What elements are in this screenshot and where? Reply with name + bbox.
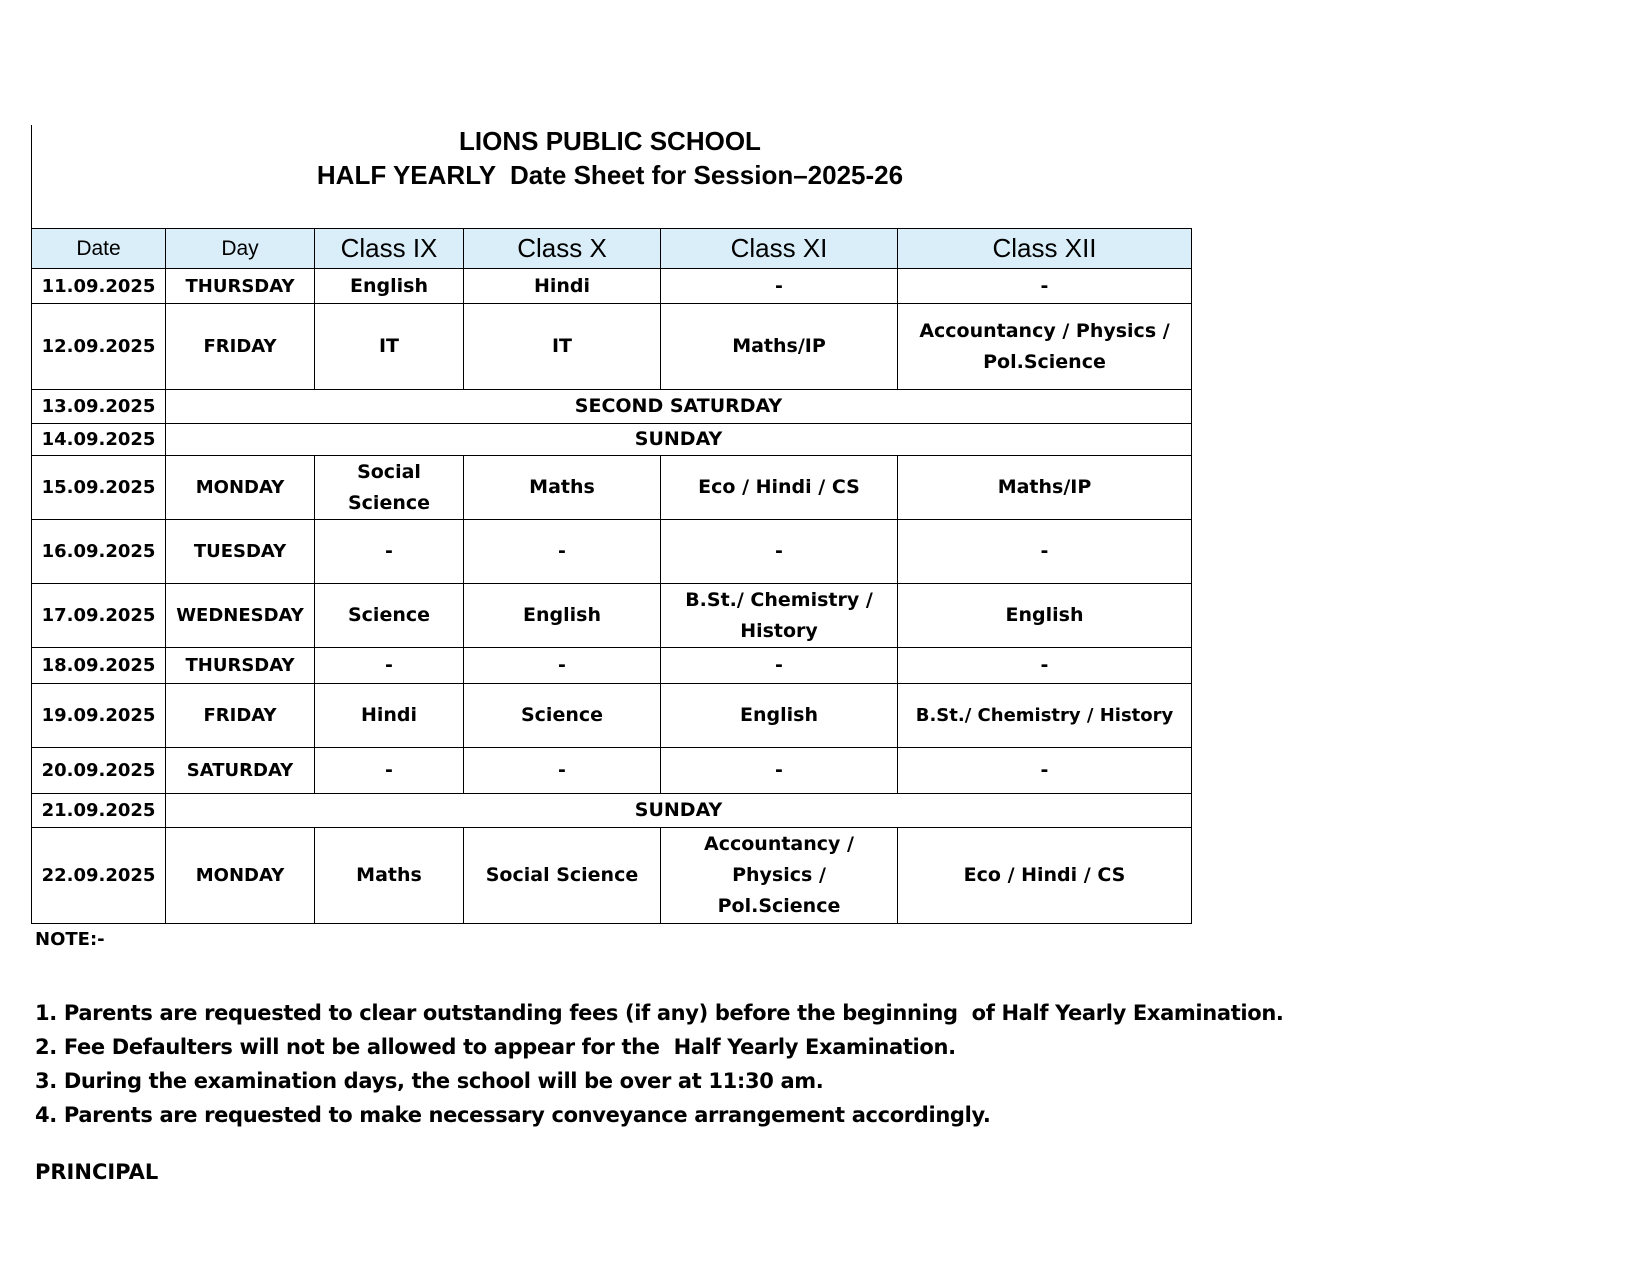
holiday-cell: SUNDAY — [166, 424, 1192, 456]
notes-list — [35, 996, 1284, 1132]
subject-cell: Maths/IP — [661, 304, 898, 390]
note-item: 2. Fee Defaulters will not be allowed to appear for the Half Yearly Examination. — [35, 1035, 956, 1059]
date-cell: 17.09.2025 — [32, 584, 166, 648]
subject-cell: Maths/IP — [898, 456, 1192, 520]
subject-cell: - — [661, 269, 898, 304]
subject-cell: - — [315, 520, 464, 584]
holiday-cell: SECOND SATURDAY — [166, 390, 1192, 424]
page-title: HALF YEARLY Date Sheet for Session–2025-26 — [316, 160, 904, 190]
column-header-class-ix: Class IX — [315, 229, 464, 269]
day-cell: FRIDAY — [166, 304, 315, 390]
subject-cell: Eco / Hindi / CS — [661, 456, 898, 520]
subject-cell: B.St./ Chemistry / History — [898, 684, 1192, 748]
date-cell: 20.09.2025 — [32, 748, 166, 794]
column-header-class-xi: Class XI — [661, 229, 898, 269]
column-header-class-xii: Class XII — [898, 229, 1192, 269]
day-cell: THURSDAY — [166, 648, 315, 684]
day-cell: FRIDAY — [166, 684, 315, 748]
column-header-day: Day — [166, 229, 315, 269]
table-row — [32, 648, 1192, 684]
subject-cell: - — [661, 648, 898, 684]
subject-cell: - — [315, 648, 464, 684]
table-row — [32, 584, 1192, 648]
subject-cell: Hindi — [315, 684, 464, 748]
day-cell: TUESDAY — [166, 520, 315, 584]
subject-cell: Maths — [315, 828, 464, 924]
day-cell: THURSDAY — [166, 269, 315, 304]
school-name: LIONS PUBLIC SCHOOL — [459, 126, 761, 156]
table-row — [32, 424, 1192, 456]
table-row — [32, 456, 1192, 520]
subject-cell: Science — [315, 584, 464, 648]
date-cell: 16.09.2025 — [32, 520, 166, 584]
table-header-row — [32, 229, 1192, 269]
subject-cell: - — [661, 748, 898, 794]
subject-cell: - — [661, 520, 898, 584]
column-header-date: Date — [32, 229, 166, 269]
date-cell: 21.09.2025 — [32, 794, 166, 828]
subject-cell: English — [464, 584, 661, 648]
subject-cell: B.St./ Chemistry / History — [661, 584, 898, 648]
subject-cell: - — [898, 269, 1192, 304]
day-cell: SATURDAY — [166, 748, 315, 794]
subject-cell: - — [315, 748, 464, 794]
date-cell: 14.09.2025 — [32, 424, 166, 456]
column-header-class-x: Class X — [464, 229, 661, 269]
subject-cell: - — [464, 648, 661, 684]
subject-cell: - — [464, 520, 661, 584]
subject-cell: English — [898, 584, 1192, 648]
holiday-cell: SUNDAY — [166, 794, 1192, 828]
table-row — [32, 794, 1192, 828]
subject-cell: Maths — [464, 456, 661, 520]
date-cell: 13.09.2025 — [32, 390, 166, 424]
table-row — [32, 748, 1192, 794]
day-cell: MONDAY — [166, 456, 315, 520]
note-item: 3. During the examination days, the school will be over at 11:30 am. — [35, 1069, 824, 1093]
note-label: NOTE:- — [35, 929, 105, 950]
subject-cell: Accountancy / Physics / Pol.Science — [661, 828, 898, 924]
subject-cell: Social Science — [315, 456, 464, 520]
subject-cell: Social Science — [464, 828, 661, 924]
subject-cell: English — [315, 269, 464, 304]
subject-cell: IT — [315, 304, 464, 390]
date-cell: 15.09.2025 — [32, 456, 166, 520]
subject-cell: Eco / Hindi / CS — [898, 828, 1192, 924]
note-item: 1. Parents are requested to clear outstanding fees (if any) before the beginning of Half Yearly Examination. — [35, 1001, 1284, 1025]
subject-cell: Accountancy / Physics / Pol.Science — [898, 304, 1192, 390]
date-cell: 19.09.2025 — [32, 684, 166, 748]
date-cell: 11.09.2025 — [32, 269, 166, 304]
table-row — [32, 269, 1192, 304]
note-item: 4. Parents are requested to make necessary conveyance arrangement accordingly. — [35, 1103, 991, 1127]
day-cell: MONDAY — [166, 828, 315, 924]
table-row — [32, 684, 1192, 748]
subject-cell: IT — [464, 304, 661, 390]
subject-cell: - — [898, 520, 1192, 584]
table-row — [32, 828, 1192, 924]
subject-cell: Hindi — [464, 269, 661, 304]
subject-cell: English — [661, 684, 898, 748]
table-row — [32, 520, 1192, 584]
date-sheet-table — [31, 228, 1192, 924]
subject-cell: - — [464, 748, 661, 794]
table-row — [32, 390, 1192, 424]
day-cell: WEDNESDAY — [166, 584, 315, 648]
date-cell: 18.09.2025 — [32, 648, 166, 684]
table-row — [32, 304, 1192, 390]
subject-cell: - — [898, 748, 1192, 794]
principal-signature: PRINCIPAL — [35, 1160, 159, 1184]
date-cell: 22.09.2025 — [32, 828, 166, 924]
subject-cell: - — [898, 648, 1192, 684]
date-cell: 12.09.2025 — [32, 304, 166, 390]
subject-cell: Science — [464, 684, 661, 748]
